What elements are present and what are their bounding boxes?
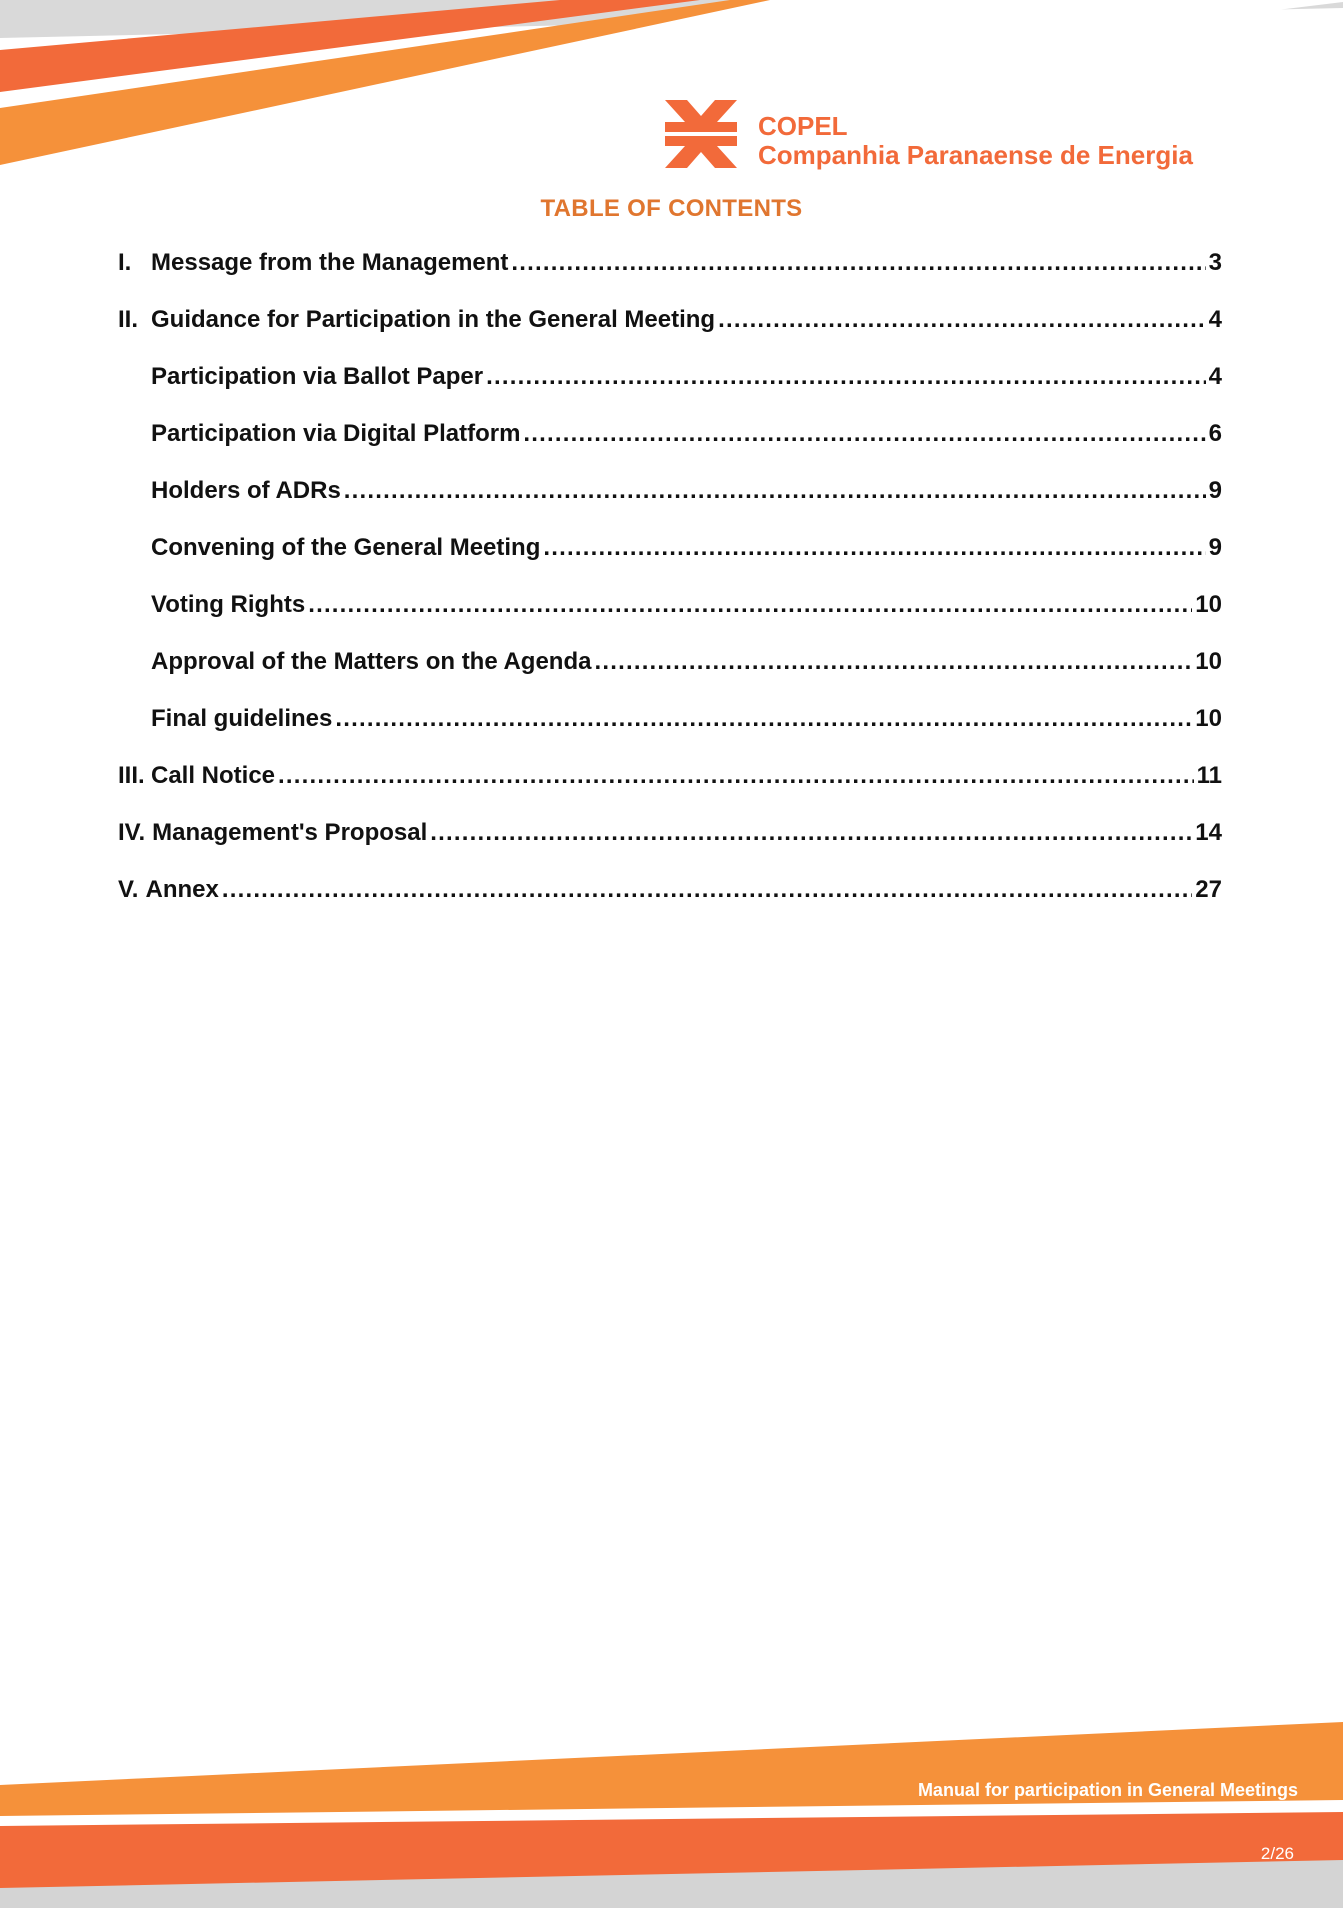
- toc-entry-page: 10: [1195, 591, 1222, 618]
- toc-entry-holders-of-adrs[interactable]: [118, 476, 1222, 533]
- logo-company-full: Companhia Paranaense de Energia: [758, 140, 1193, 170]
- toc-entry-label: Message from the Management: [151, 249, 509, 276]
- toc-entry-label: Call Notice: [151, 762, 276, 789]
- toc-entry-label: Approval of the Matters on the Agenda: [151, 648, 592, 675]
- toc-entry-digital-platform[interactable]: [118, 419, 1222, 476]
- toc-entry-page: 6: [1208, 420, 1222, 447]
- toc-entry-label: Management's Proposal: [152, 819, 428, 846]
- toc-entry-page: 27: [1195, 876, 1222, 903]
- toc-dot-leader: [718, 305, 1206, 335]
- toc-entry-label: Convening of the General Meeting: [151, 534, 541, 561]
- toc-entry-final-guidelines[interactable]: [118, 704, 1222, 761]
- toc-dot-leader: [344, 476, 1206, 506]
- toc-dot-leader: [335, 704, 1192, 734]
- toc-entry-voting-rights[interactable]: [118, 590, 1222, 647]
- toc-entry-page: 11: [1196, 762, 1222, 789]
- toc-entry-label: Final guidelines: [151, 705, 333, 732]
- toc-entry-call-notice[interactable]: [118, 761, 1222, 818]
- toc-entry-convening[interactable]: [118, 533, 1222, 590]
- toc-entry-page: 9: [1208, 477, 1222, 504]
- toc-entry-page: 9: [1208, 534, 1222, 561]
- toc-dot-leader: [523, 419, 1205, 449]
- toc-dot-leader: [430, 818, 1192, 848]
- toc-entry-label: Voting Rights: [151, 591, 306, 618]
- toc-dot-leader: [594, 647, 1192, 677]
- toc-dot-leader: [543, 533, 1205, 563]
- toc-entry-number: V.: [118, 876, 139, 903]
- toc-entry-annex[interactable]: [118, 875, 1222, 932]
- toc-entry-page: 14: [1195, 819, 1222, 846]
- copel-logo: [663, 98, 1215, 170]
- toc-entry-label: Annex: [145, 876, 219, 903]
- toc-entry-label: Guidance for Participation in the General Meeting: [151, 306, 716, 333]
- toc-entry-ballot-paper[interactable]: [118, 362, 1222, 419]
- footer-decoration: [0, 1700, 1343, 1908]
- toc-entry-number: III.: [118, 762, 145, 789]
- toc-entry-page: 4: [1208, 306, 1222, 333]
- page-title: TABLE OF CONTENTS: [540, 195, 803, 222]
- toc-entry-number: IV.: [118, 819, 146, 846]
- toc-entry-page: 10: [1195, 648, 1222, 675]
- footer-document-title: Manual for participation in General Meetings: [917, 1780, 1298, 1800]
- toc-dot-leader: [308, 590, 1192, 620]
- toc-entry-guidance-participation[interactable]: [118, 305, 1222, 362]
- copel-logo-mark-icon: [663, 98, 739, 170]
- toc-entry-number: I.: [118, 249, 132, 276]
- toc-dot-leader: [278, 761, 1194, 791]
- toc-dot-leader: [486, 362, 1206, 392]
- toc-dot-leader: [511, 248, 1205, 278]
- copel-logo-text: [758, 112, 1193, 170]
- toc-entry-number: II.: [118, 306, 139, 333]
- toc-entry-approval-matters[interactable]: [118, 647, 1222, 704]
- logo-company-short: COPEL: [758, 111, 848, 141]
- toc-dot-leader: [222, 875, 1192, 905]
- toc-entry-page: 3: [1208, 249, 1222, 276]
- toc-entry-message-from-management[interactable]: [118, 248, 1222, 305]
- toc-entry-label: Participation via Digital Platform: [151, 420, 521, 447]
- page-number: 2/26: [1260, 1844, 1294, 1863]
- toc-entry-page: 4: [1208, 363, 1222, 390]
- toc-entry-label: Participation via Ballot Paper: [151, 363, 484, 390]
- toc-entry-label: Holders of ADRs: [151, 477, 341, 504]
- table-of-contents: [118, 248, 1222, 932]
- toc-entry-page: 10: [1195, 705, 1222, 732]
- toc-entry-management-proposal[interactable]: [118, 818, 1222, 875]
